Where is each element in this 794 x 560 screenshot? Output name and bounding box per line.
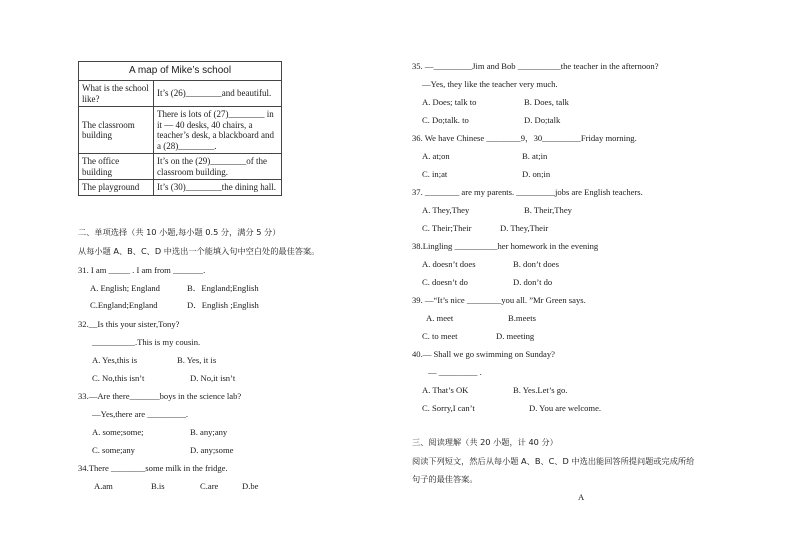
row-desc: There is lots of (27)________ in it — 40 desks, 40 chairs, a teacher’s desk, a blackboard and a (28)________. bbox=[154, 107, 282, 154]
table-row bbox=[79, 107, 282, 154]
row-label: What is the school like? bbox=[79, 81, 154, 107]
q34-option-a: A.am bbox=[94, 481, 113, 491]
q37-option-b: B. Their,They bbox=[524, 205, 572, 215]
q32-option-d: D. No,it isn’t bbox=[190, 373, 236, 383]
table-row bbox=[79, 81, 282, 107]
q31-option-d: D．English ;English bbox=[187, 300, 259, 310]
row-desc: It’s (26)________and beautiful. bbox=[154, 81, 282, 107]
q40-option-a: A. That’s OK bbox=[422, 385, 469, 395]
question-34-stem: 34.There ________some milk in the fridge. bbox=[78, 463, 228, 473]
q31-option-c: C.England;England bbox=[90, 300, 158, 310]
q38-option-a: A. doesn’t does bbox=[422, 259, 476, 269]
q37-option-a: A. They,They bbox=[422, 205, 470, 215]
q35-option-a: A. Does; talk to bbox=[422, 97, 477, 107]
q36-option-b: B. at;in bbox=[522, 151, 548, 161]
section3-instruction-line2: 句子的最佳答案。 bbox=[412, 474, 478, 484]
passage-label: A bbox=[578, 492, 585, 502]
q33-option-a: A. some;some; bbox=[92, 427, 144, 437]
q40-option-d: D. You are welcome. bbox=[529, 403, 602, 413]
q40-dialog: — _________ . bbox=[428, 367, 482, 377]
q37-option-c: C. Their;Their bbox=[422, 223, 472, 233]
table-row bbox=[79, 180, 282, 196]
q34-option-c: C.are bbox=[200, 481, 219, 491]
question-33-stem: 33.—Are there_______boys in the science lab? bbox=[78, 391, 242, 401]
row-desc: It’s on the (29)________of the classroom building. bbox=[154, 154, 282, 180]
question-31-stem: 31. I am _____ . I am from _______. bbox=[78, 265, 206, 275]
row-desc: It’s (30)________the dining hall. bbox=[154, 180, 282, 196]
q34-option-b: B.is bbox=[151, 481, 165, 491]
row-label: The playground bbox=[79, 180, 154, 196]
q40-option-c: C. Sorry,I can’t bbox=[422, 403, 475, 413]
q31-option-a: A. English; England bbox=[90, 283, 160, 293]
question-36-stem: 36. We have Chinese ________9，30_________Friday morning. bbox=[412, 133, 637, 143]
q39-option-c: C. to meet bbox=[422, 331, 458, 341]
q35-dialog: —Yes, they like the teacher very much. bbox=[422, 79, 558, 89]
row-label: The office building bbox=[79, 154, 154, 180]
table-row bbox=[79, 154, 282, 180]
row-label: The classroom building bbox=[79, 107, 154, 154]
school-map-table bbox=[78, 61, 282, 196]
section3-instruction-line1: 阅读下列短文，然后从每小题 A、B、C、D 中选出能回答所提问题或完成所给 bbox=[412, 456, 695, 466]
q39-option-d: D. meeting bbox=[496, 331, 535, 341]
question-39-stem: 39. —“It’s nice ________you all. ”Mr Green says. bbox=[412, 295, 586, 305]
question-37-stem: 37. ________ are my parents. _________jobs are English teachers. bbox=[412, 187, 643, 197]
question-38-stem: 38.Lingling __________her homework in the evening bbox=[412, 241, 599, 251]
q32-option-a: A. Yes,this is bbox=[92, 355, 138, 365]
q34-option-d: D.be bbox=[242, 481, 259, 491]
q36-option-a: A. at;on bbox=[422, 151, 450, 161]
q33-option-c: C. some;any bbox=[92, 445, 135, 455]
q36-option-d: D. on;in bbox=[522, 169, 551, 179]
q35-option-d: D. Do;talk bbox=[524, 115, 561, 125]
q38-option-c: C. doesn’t do bbox=[422, 277, 468, 287]
section2-instruction: 从每小题 A、B、C、D 中选出一个能填入句中空白处的最佳答案。 bbox=[78, 246, 320, 256]
q35-option-c: C. Do;talk. to bbox=[422, 115, 469, 125]
q31-option-b: B．England;English bbox=[187, 283, 259, 293]
q32-option-c: C. No,this isn’t bbox=[92, 373, 145, 383]
q38-option-d: D. don’t do bbox=[513, 277, 553, 287]
q37-option-d: D. They,Their bbox=[500, 223, 549, 233]
q40-option-b: B. Yes.Let’s go. bbox=[513, 385, 568, 395]
q33-dialog: —Yes,there are _________. bbox=[92, 409, 189, 419]
section3-heading: 三、阅读理解（共 20 小题，计 40 分） bbox=[412, 437, 558, 447]
q33-option-b: B. any;any bbox=[190, 427, 228, 437]
table-title: A map of Mike’s school bbox=[79, 62, 282, 81]
section2-heading: 二、单项选择（共 10 小题,每小题 0.5 分，满分 5 分） bbox=[78, 227, 281, 237]
question-32-stem: 32.__Is this your sister,Tony? bbox=[78, 319, 180, 329]
q35-option-b: B. Does, talk bbox=[524, 97, 569, 107]
q39-option-b: B.meets bbox=[508, 313, 536, 323]
question-40-stem: 40.— Shall we go swimming on Sunday? bbox=[412, 349, 555, 359]
question-35-stem: 35. —_________Jim and Bob __________the teacher in the afternoon? bbox=[412, 61, 659, 71]
q33-option-d: D. any;some bbox=[190, 445, 234, 455]
q38-option-b: B. don’t does bbox=[513, 259, 559, 269]
q32-dialog: __________.This is my cousin. bbox=[92, 337, 201, 347]
q32-option-b: B. Yes, it is bbox=[177, 355, 217, 365]
q39-option-a: A. meet bbox=[426, 313, 454, 323]
q36-option-c: C. in;at bbox=[422, 169, 448, 179]
